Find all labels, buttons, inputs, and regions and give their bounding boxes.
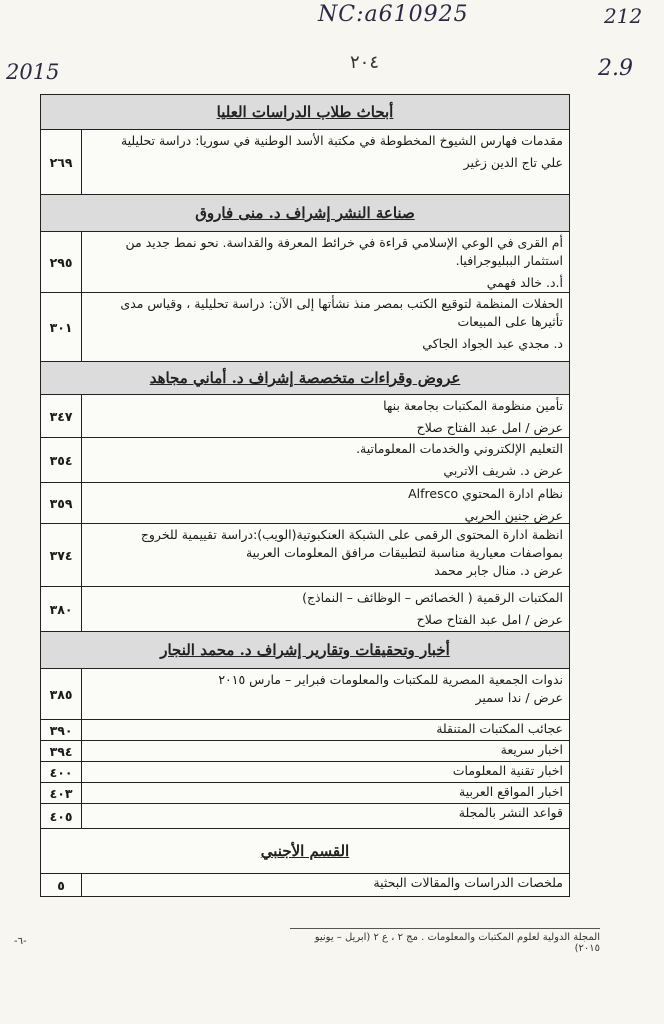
toc-entry [82,524,569,586]
toc-entry [82,874,569,896]
handwritten-year: 2015 [6,60,60,84]
entry-page: ٣٥٩ [41,483,82,523]
toc-entry [82,804,569,828]
entry-title: اخبار تقنية المعلومات [452,763,563,778]
toc-row[interactable] [41,232,569,293]
entry-title: المكتبات الرقمية ( الخصائص – الوظائف – النماذج) [302,590,563,605]
toc-row[interactable] [41,741,569,762]
toc-row[interactable] [41,483,569,524]
entry-page: ٢٦٩ [41,130,82,194]
page-number: ٢٠٤ [350,52,380,73]
footer-journal: المجلة الدولية لعلوم المكتبات والمعلومات . مج ٢ ، ع ٢ (ابريل – يونيو ٢٠١٥) [314,932,600,954]
entry-page: ٣٧٤ [41,524,82,586]
entry-page: ٤٠٣ [41,783,82,803]
entry-author: عرض / ندا سمير [475,690,563,705]
entry-page: ٥ [41,874,82,896]
toc-entry [82,720,569,740]
entry-author: أ.د. خالد فهمي [486,275,563,290]
handwritten-number: 212 [604,4,643,28]
entry-title: الحفلات المنظمة لتوقيع الكتب بمصر منذ نشأتها إلى الآن: دراسة تحليلية ، وقياس مدى تأثيرها على المبيعات [120,296,563,329]
entry-title: اخبار المواقع العربية [459,784,563,799]
section-heading: أخبار وتحقيقات وتقارير إشراف د. محمد النجار [41,632,569,669]
entry-author: عرض د. منال جابر محمد [434,563,563,578]
entry-author: علي تاج الدين زغير [463,155,563,170]
toc-row[interactable] [41,720,569,741]
entry-author: عرض جنين الحربي [464,508,563,523]
entry-title: ندوات الجمعية المصرية للمكتبات والمعلومات فبراير – مارس ٢٠١٥ [218,672,563,687]
toc-row[interactable] [41,130,569,195]
toc-entry [82,232,569,292]
table-of-contents [40,94,570,897]
entry-page: ٤٠٠ [41,762,82,782]
toc-entry [82,483,569,523]
entry-title: مقدمات فهارس الشيوخ المخطوطة في مكتبة الأسد الوطنية في سوريا: دراسة تحليلية [120,133,563,148]
entry-page: ٣٩٤ [41,741,82,761]
entry-page: ٣٤٧ [41,395,82,437]
page-footer [0,918,664,958]
entry-title: أم القرى في الوعي الإسلامي قراءة في خرائط المعرفة والقداسة. نحو نمط جديد من استثمار الببليوجرافيا. [125,235,563,268]
entry-title: قواعد النشر بالمجلة [458,805,563,820]
entry-title: تأمين منظومة المكتبات بجامعة بنها [383,398,563,413]
toc-row[interactable] [41,293,569,362]
toc-row[interactable] [41,762,569,783]
footer-divider [290,928,600,929]
entry-author: د. مجدي عبد الجواد الجاكي [422,336,563,351]
toc-entry [82,741,569,761]
toc-row[interactable] [41,669,569,720]
toc-row[interactable] [41,438,569,483]
entry-title: اخبار سريعة [500,742,563,757]
section-heading: أبحاث طلاب الدراسات العليا [41,95,569,130]
section-heading: صناعة النشر إشراف د. منى فاروق [41,195,569,232]
toc-row[interactable] [41,524,569,587]
entry-title: عجائب المكتبات المتنقلة [436,721,563,736]
section-heading: القسم الأجنبي [41,829,569,874]
toc-entry [82,587,569,631]
toc-entry [82,762,569,782]
toc-entry [82,669,569,719]
toc-row[interactable] [41,395,569,438]
handwritten-code: NC:a610925 [318,2,469,27]
toc-row[interactable] [41,804,569,829]
entry-title: نظام ادارة المحتوي Alfresco [408,486,563,501]
toc-entry [82,293,569,361]
handwritten-note: 2.9 [598,56,633,81]
toc-entry [82,395,569,437]
section-heading: عروض وقراءات متخصصة إشراف د. أماني مجاهد [41,362,569,395]
entry-page: ٣٨٥ [41,669,82,719]
entry-title: انظمة ادارة المحتوى الرقمى على الشبكة العنكبوتية(الويب):دراسة تقييمية للخروج بمواصفات معيارية مناسبة لتطبيقات مرافق المعلومات العربية [140,527,563,560]
entry-page: ٣٩٠ [41,720,82,740]
entry-author: عرض / امل عبد الفتاح صلاح [416,612,563,627]
toc-row[interactable] [41,587,569,632]
toc-entry [82,783,569,803]
entry-author: عرض / امل عبد الفتاح صلاح [416,420,563,435]
toc-row[interactable] [41,783,569,804]
toc-entry [82,130,569,194]
entry-page: ٣٨٠ [41,587,82,631]
entry-page: ٣٥٤ [41,438,82,482]
entry-page: ٢٩٥ [41,232,82,292]
entry-page: ٤٠٥ [41,804,82,828]
entry-title: ملخصات الدراسات والمقالات البحثية [373,875,563,890]
entry-page: ٣٠١ [41,293,82,361]
entry-author: عرض د. شريف الاتربي [443,463,563,478]
entry-title: التعليم الإلكتروني والخدمات المعلوماتية. [356,441,563,456]
footer-page-number: -٦- [14,936,27,947]
toc-entry [82,438,569,482]
toc-row[interactable] [41,874,569,896]
